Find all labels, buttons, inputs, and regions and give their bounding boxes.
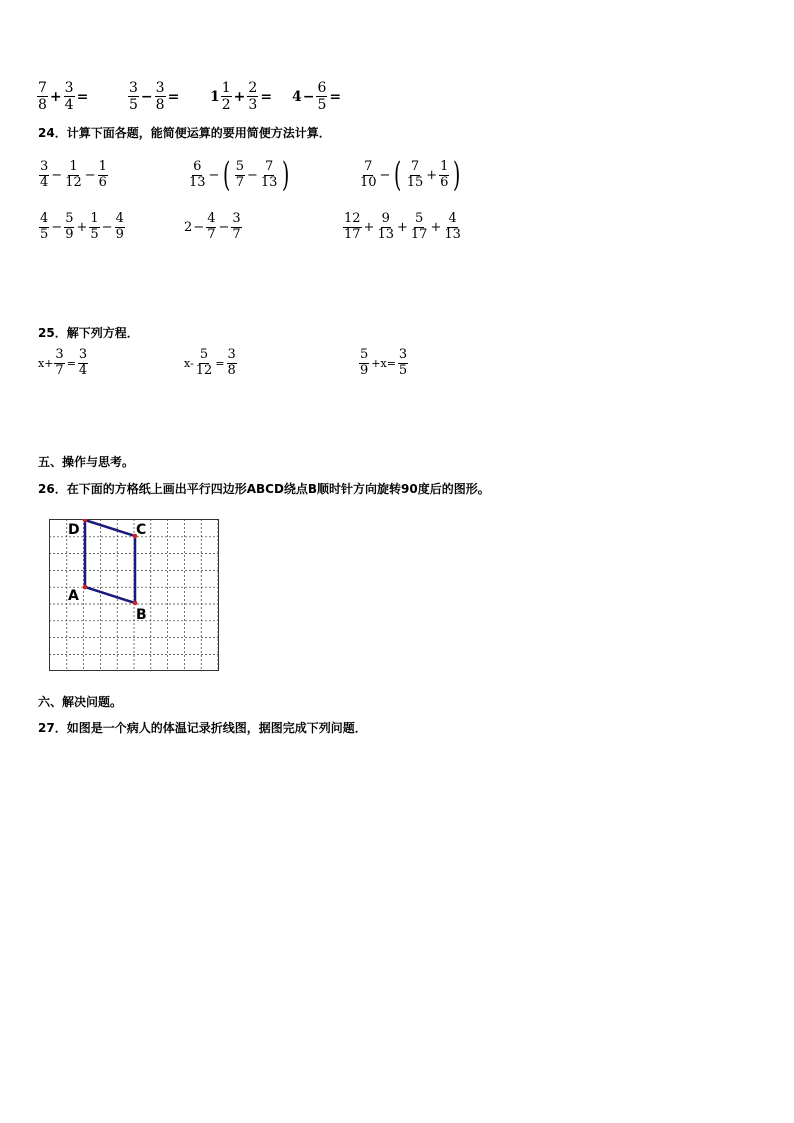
fraction: $\frac{7}{15}$ (406, 158, 424, 190)
label-a: A (68, 588, 79, 604)
fraction: $\frac{1}{5}$ (90, 211, 99, 242)
fraction: $\frac{3}{4}$ (64, 80, 74, 114)
q24-expr-3: $\frac{7}{10}$ − ( $\frac{7}{15}$ + $\frac{1}{6}$ ) (360, 155, 461, 195)
grid-svg (49, 519, 219, 671)
row1-expr-4: 4 − $\frac{6}{5}$ = (292, 80, 342, 114)
fraction: $\frac{1}{6}$ (440, 158, 449, 190)
q24-expr-4: $\frac{4}{5}$ − $\frac{5}{9}$ + $\frac{1}{5}$ − $\frac{4}{9}$ (40, 211, 124, 242)
point-b (133, 601, 138, 606)
fraction: $\frac{3}{8}$ (227, 347, 236, 378)
fraction: $\frac{6}{13}$ (189, 158, 206, 190)
fraction: $\frac{1}{12}$ (65, 159, 82, 190)
fraction: $\frac{7}{10}$ (360, 158, 377, 190)
row1-expr-1: $\frac{7}{8}$ + $\frac{3}{4}$ = (38, 80, 89, 114)
section-5-heading: 五、操作与思考。 (38, 455, 135, 469)
fraction: $\frac{7}{13}$ (260, 158, 278, 190)
fraction: $\frac{1}{6}$ (98, 159, 107, 190)
fraction: $\frac{5}{17}$ (410, 211, 428, 242)
section-6-heading: 六、解决问题。 (38, 695, 123, 709)
fraction: $\frac{2}{3}$ (248, 80, 258, 114)
fraction: $\frac{3}{5}$ (129, 80, 138, 114)
q25-equation-2: x- $\frac{5}{12}$ = $\frac{3}{8}$ (184, 347, 236, 378)
label-c: C (136, 522, 147, 538)
question-27-title: 27．如图是一个病人的体温记录折线图，据图完成下列问题． (38, 721, 367, 735)
fraction: $\frac{3}{4}$ (40, 159, 49, 190)
fraction: $\frac{7}{8}$ (38, 80, 47, 114)
fraction: $\frac{4}{13}$ (444, 211, 461, 242)
fraction: $\frac{5}{7}$ (235, 158, 244, 190)
q24-expr-6: $\frac{12}{17}$ + $\frac{9}{13}$ + $\frac{5}{17}$ + $\frac{4}{13}$ (344, 211, 461, 242)
fraction: $\frac{5}{12}$ (195, 347, 213, 378)
fraction: $\frac{3}{4}$ (78, 347, 88, 378)
fraction: $\frac{3}{7}$ (55, 347, 64, 378)
fraction: $\frac{9}{13}$ (377, 211, 394, 242)
question-25-title: 25．解下列方程． (38, 326, 139, 340)
fraction: $\frac{4}{9}$ (115, 211, 124, 242)
fraction: $\frac{3}{5}$ (398, 347, 408, 378)
grid-paper-figure (49, 519, 219, 671)
fraction: $\frac{6}{5}$ (317, 80, 327, 114)
fraction: $\frac{3}{8}$ (155, 80, 165, 114)
fraction: $\frac{5}{9}$ (360, 347, 369, 378)
point-a (83, 585, 88, 590)
question-24-title: 24．计算下面各题，能简便运算的要用简便方法计算． (38, 126, 331, 140)
row1-expr-2: $\frac{3}{5}$ − $\frac{3}{8}$ = (129, 80, 180, 114)
fraction: $\frac{5}{9}$ (65, 211, 74, 242)
q25-equation-1: x+ $\frac{3}{7}$ = $\frac{3}{4}$ (38, 347, 88, 378)
question-26-title: 26．在下面的方格纸上画出平行四边形ABCD绕点B顺时针方向旋转90度后的图形。 (38, 482, 490, 496)
fraction: $\frac{12}{17}$ (344, 211, 361, 242)
fraction: $\frac{3}{7}$ (232, 211, 241, 242)
q24-expr-1: $\frac{3}{4}$ − $\frac{1}{12}$ − $\frac{1}{6}$ (40, 159, 107, 190)
row1-expr-3: 1 $\frac{1}{2}$ + $\frac{2}{3}$ = (210, 80, 273, 114)
q24-expr-2: $\frac{6}{13}$ − ( $\frac{5}{7}$ − $\frac{7}{13}$ ) (189, 155, 290, 195)
label-d: D (68, 522, 80, 538)
fraction: $\frac{4}{7}$ (207, 211, 216, 242)
fraction: $\frac{1}{2}$ (221, 80, 231, 114)
q24-expr-5: 2 − $\frac{4}{7}$ − $\frac{3}{7}$ (184, 211, 241, 242)
fraction: $\frac{4}{5}$ (40, 211, 49, 242)
label-b: B (136, 607, 147, 623)
q25-equation-3: $\frac{5}{9}$ +x= $\frac{3}{5}$ (360, 347, 408, 378)
